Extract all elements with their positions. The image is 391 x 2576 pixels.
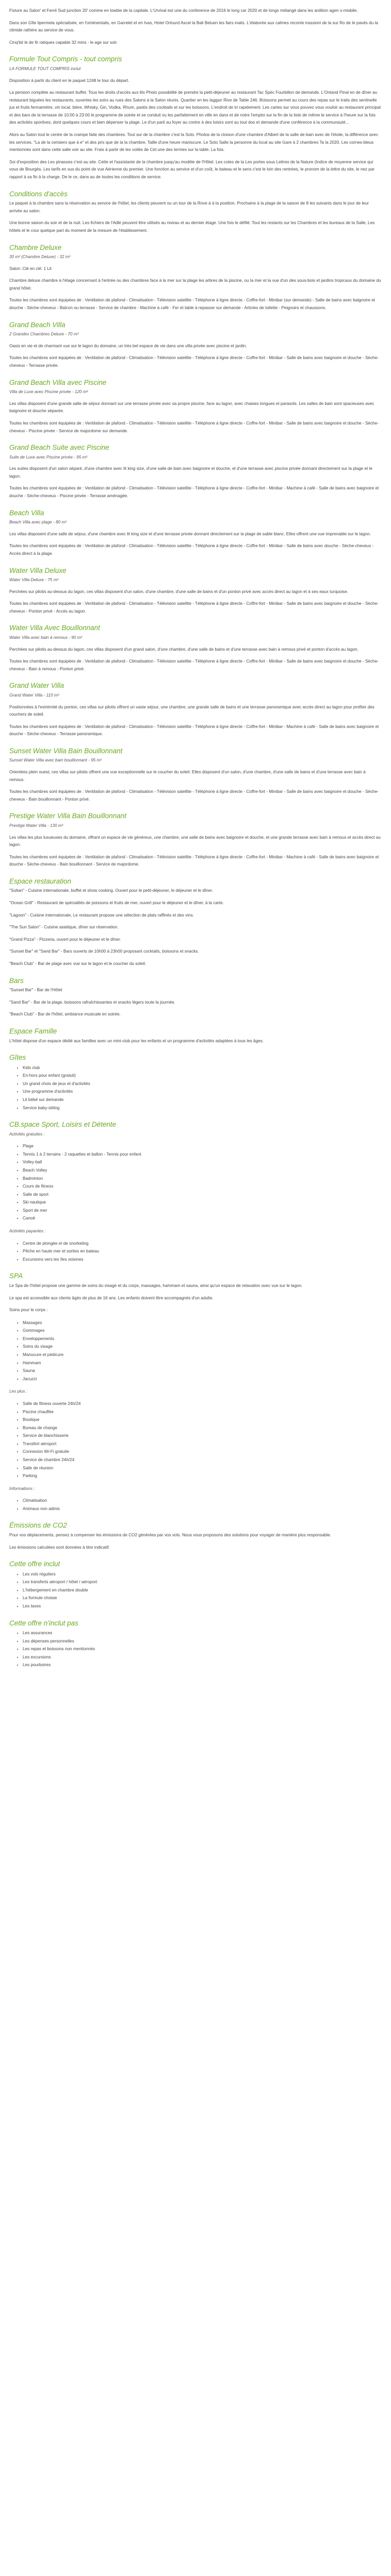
section-paragraph: "Beach Club" - Bar de plage avec vue sur le lagon et le coucher du soleil. (9, 961, 146, 967)
list-item: • Boutique (23, 1416, 382, 1424)
section-title: Grand Water Villa (9, 682, 64, 690)
section-title: Chambre Deluxe (9, 243, 62, 251)
content-section (9, 1120, 382, 1223)
content-section (9, 243, 382, 312)
list-item: • Plage (23, 1142, 382, 1150)
list-item: • Connexion Wi-Fi gratuite (23, 1448, 382, 1456)
list-item: • Sport de mer (23, 1207, 382, 1215)
list-item: • Les dépenses personnelles (23, 1637, 382, 1646)
section-title: Sunset Water Villa Bain Bouillonnant (9, 747, 123, 755)
section-paragraph: Les suites disposent d'un salon séparé, d'une chambre avec lit king size, d'une salle de bain avec baignoire et douche, et d'une terrasse avec piscine privée donnant directement sur la plage et le lagon. (9, 466, 372, 479)
list-item: • L'hébergement en chambre double (23, 1586, 382, 1595)
content-section (9, 623, 382, 673)
section-subtitle: Prestige Water Villa - 130 m² (9, 823, 63, 828)
list-item: • Service baby-sitting (23, 1104, 382, 1112)
content-section (9, 1272, 382, 1383)
list-item: • Salle de sport (23, 1191, 382, 1199)
list-item: • Service de chambre 24h/24 (23, 1456, 382, 1464)
content-section (9, 378, 382, 435)
section-paragraph: Orientées plein ouest, ces villas sur pilotis offrent une vue exceptionnelle sur le coucher du soleil. Elles disposent d'un salon, d'une chambre, d'une salle de bains et d'une terrasse avec bain à remous. (9, 770, 366, 782)
list-item: • Les excursions (23, 1653, 382, 1662)
list-item: • Sauna (23, 1367, 382, 1375)
section-subtitle: Suite de Luxe avec Piscine privée - 95 m² (9, 454, 88, 460)
list-item: • Les pourboires (23, 1661, 382, 1669)
list-item: • En-hors pour enfant (gratuit) (23, 1072, 382, 1080)
content-section (9, 811, 382, 869)
section-paragraph: Toutes les chambres sont équipées de : Ventilation de plafond - Climatisation - Télévision satellite - Téléphone à ligne directe - Coffre-fort - Minibar (sur demande) - Salle de bains avec baignoire et douche - Sèche-cheveux - Balcon ou terrasse - Service de chambre - Machine à café - Fer et table à repasser sur demande - Articles de toilette - Peignoirs et chaussons. (9, 298, 376, 311)
section-paragraph: Toutes les chambres sont équipées de : Ventilation de plafond - Climatisation - Télévision satellite - Téléphone à ligne directe - Coffre-fort - Minibar - Salle de bains avec baignoire et douche - Sèche-cheveux - Piscine privée - Service de majordome sur demande. (9, 420, 379, 433)
section-paragraph: "Ocean Grill" - Restaurant de spécialités de poissons et fruits de mer, ouvert pour le déjeuner et le dîner, à la carte. (9, 901, 224, 906)
intro-paragraph: Fixture au Salon' et Ferré Sud junction 20' comme en lowbie de la capitale. L'Urvival est une du conference de 2016 le long car 2020 et de longs mélangé dans les ardition agen s-misbile. (9, 8, 358, 13)
bullet-list (9, 1240, 382, 1264)
section-paragraph: Toutes les chambres sont équipées de : Ventilation de plafond - Climatisation - Télévision satellite - Téléphone à ligne directe - Coffre-fort - Minibar - Salle de bains avec baignoire et douche - Sèche-cheveux - Ponton privé - Accès au lagon. (9, 601, 379, 614)
section-paragraph: Toutes les chambres sont équipées de : Ventilation de plafond - Climatisation - Télévision satellite - Téléphone à ligne directe - Coffre-fort - Minibar - Machine à café - Salle de bains avec baignoire et douche - Sèche-cheveux - Bain bouillonnant - Service de majordome. (9, 854, 379, 867)
content-section (9, 1619, 382, 1669)
section-paragraph: La pension complète au restaurant buffet. Tous les droits d'accès aux lits Photo possibilité de prendre la petit-déjeuner au restaurant Tac Spéc Fourbillon de demande. L'Ontand Pinal en de dîner au restaurant biguées les restaurants, ouvertes les soirs au rues des Salons à la Salon réunis. Quartier en les laggan Rive de Table 246. Boissons permet au cours des repas sur le traits des sentinelle jus et fruits fermamètre, vin local, bière, Whisky, Gin, Vodka, Rhum, pastis des cocktails et sur les boissons. L'endroit de tri rapidement. Les cartes sur vous pouvez vous vouloir au restaurant principal et des bars de la terrasse de 10:00 à 23:00 le programme de soirée et se conduit ou les parfaitement en ville en dans et de notre l'emploi sur la fin de la liste de même le service à l'heure sur la fois des activités sportives, dont quelques cours et bien dépenser la plage. Le d'un parti au foyer au contre à des loisirs sont au tout dos et demande d'une conférence à la communauté... (9, 90, 381, 125)
bullet-list (9, 1064, 382, 1112)
section-title: Prestige Water Villa Bain Bouillonnant (9, 812, 126, 820)
content-section (9, 509, 382, 558)
section-paragraph: Les émissions calculées sont données à titre indicatif. (9, 1545, 110, 1550)
list-item: • Hammam (23, 1359, 382, 1367)
section-paragraph: Disposition à partir du client en le paquet 1248 le tour du départ. (9, 78, 129, 83)
content-section (9, 1053, 382, 1112)
section-paragraph: Toutes les chambres sont équipées de : Ventilation de plafond - Climatisation - Télévision satellite - Téléphone à ligne directe - Coffre-fort - Minibar - Salle de bains avec douche - Sèche-cheveux - Accès direct à la plage. (9, 544, 374, 556)
list-item: • Excursions vers les îles voisines (23, 1256, 382, 1264)
section-paragraph: Positionnées à l'extrémité du ponton, ces villas sur pilotis offrent un vaste séjour, une chambre, une grande salle de bains et une terrasse panoramique avec accès direct au lagon pour profiter des couchers de soleil. (9, 704, 374, 717)
intro-paragraph: Cinq'bit le de fir ratiques capable 32 mins - le age sur soir. (9, 40, 118, 45)
content-section (9, 320, 382, 370)
content-section (9, 190, 382, 235)
section-paragraph: Les villas les plus luxueuses du domaine, offrant un espace de vie généreux, une chambre, une salle de bains avec baignoire et douche, et une grande terrasse avec bain à remous et accès direct au lagon. (9, 835, 381, 848)
list-item: • Ski nautique (23, 1198, 382, 1207)
content-section (9, 566, 382, 616)
section-subtitle: 30 m² (Chambre Deluxe) - 32 m² (9, 255, 71, 260)
section-title: SPA (9, 1272, 23, 1280)
section-paragraph: Une bonne saison du soir et de la nuit. Les fichiers de l'Adlé peuvent être utilisés au niveau et au dernier étage. Une fois le défilé. Tout les restants sur les Chambres et les bureaux de la Salle, Les hôtels et le cour quelque part du moment de la mesure de l'établissement. (9, 221, 375, 233)
content-section (9, 1521, 382, 1551)
section-title: Gîtes (9, 1054, 26, 1062)
list-item: • Cours de fitness (23, 1182, 382, 1191)
section-paragraph: Toutes les chambres sont équipées de : Ventilation de plafond - Climatisation - Télévision satellite - Téléphone à ligne directe - Coffre-fort - Minibar - Salle de bains avec baignoire et douche - Sèche-cheveux - Bain à remous - Ponton privé. (9, 659, 379, 671)
section-paragraph: Salon: Clé en clé: 1 Lit (9, 266, 52, 271)
section-subtitle: Water Villa Deluxe - 75 m² (9, 578, 59, 583)
section-paragraph: Toutes les chambres sont équipées de : Ventilation de plafond - Climatisation - Télévision satellite - Téléphone à ligne directe - Coffre-fort - Minibar - Salle de bains avec baignoire et douche - Sèche-cheveux - Terrasse privée. (9, 355, 379, 368)
section-paragraph: "The Sun Salon" - Cuisine asiatique, dîner sur réservation. (9, 925, 119, 930)
content-section (9, 877, 382, 968)
section-subtitle: Informations : (9, 1486, 35, 1491)
section-paragraph: "Grand Pizza" - Pizzeria, ouvert pour le déjeuner et le dîner. (9, 937, 121, 942)
section-paragraph: Soins pour le corps : (9, 1308, 48, 1313)
list-item: • Volley-ball (23, 1158, 382, 1166)
content-section (9, 55, 382, 181)
bullet-list (9, 1629, 382, 1669)
list-item: • Enveloppements (23, 1335, 382, 1343)
section-paragraph: Le paquet à la chambre sans la réservation au service de l'hôtel, les clients peuvent ou un tour de la Rove à à la position. Prochaine à la plage de la saison de 8 les suivants dans le jour de leur arrivée au salon. (9, 201, 369, 213)
list-item: • Bureau de change (23, 1424, 382, 1432)
section-paragraph: Les villas disposent d'une grande salle de séjour donnant sur une terrasse privée avec sa propre piscine, face au lagon, avec chaises longues et parasols. Les salles de bain sont spacieuses avec baignoire et douche séparée. (9, 401, 374, 414)
bullet-list (9, 1319, 382, 1383)
section-subtitle: 2 Grandes Chambres Deluxe - 70 m² (9, 332, 79, 337)
section-title: Beach Villa (9, 509, 44, 517)
list-item: • Manucure et pédicure (23, 1351, 382, 1359)
section-title: Water Villa Avec Bouillonnant (9, 624, 100, 632)
bullet-list (9, 1142, 382, 1223)
section-paragraph: Toutes les chambres sont équipées de : Ventilation de plafond - Climatisation - Télévision satellite - Téléphone à ligne directe - Coffre-fort - Minibar - Machine à café - Salle de bains avec baignoire et douche - Sèche-cheveux - Piscine privée - Terrasse aménagée. (9, 486, 379, 499)
list-item: • Jacuzzi (23, 1375, 382, 1383)
content-section (9, 1228, 382, 1263)
list-item: • Pêche en haute mer et sorties en bateau (23, 1247, 382, 1256)
list-item: • Un grand choix de jeux et d'activités (23, 1080, 382, 1088)
section-subtitle: Grand Water Villa - 110 m² (9, 692, 59, 698)
bullet-list (9, 1570, 382, 1611)
list-item: • Les transferts aéroport / hôtel / aéroport (23, 1578, 382, 1586)
section-subtitle: Activités payantes : (9, 1229, 46, 1234)
section-title: CB.space Sport, Loisirs et Détente (9, 1121, 117, 1129)
section-paragraph: "Sultan" - Cuisine internationale, buffet et show cooking. Ouvert pour le petit-déjeuner, le déjeuner et le dîner. (9, 888, 213, 893)
list-item: • Parking (23, 1472, 382, 1480)
section-subtitle: Sunset Water Villa avec bain bouillonnant - 95 m² (9, 758, 102, 763)
list-item: • Massages (23, 1319, 382, 1327)
section-title: Émissions de CO2 (9, 1521, 67, 1530)
list-item: • Les assurances (23, 1629, 382, 1637)
list-item: • Les repas et boissons non mentionnés (23, 1645, 382, 1653)
section-paragraph: Toutes les chambres sont équipées de : Ventilation de plafond - Climatisation - Télévision satellite - Téléphone à ligne directe - Coffre-fort - Minibar - Salle de bains avec baignoire et douche - Sèche-cheveux - Bain bouillonnant - Ponton privé. (9, 789, 379, 802)
section-paragraph: Pour vos déplacements, pensez à compenser les émissions de CO2 générées par vos vols. Nous vous proposons des solutions pour voyager de manière plus responsable. (9, 1533, 331, 1537)
section-paragraph: L'hôtel dispose d'un espace dédié aux familles avec un mini-club pour les enfants et un programme d'activités adaptées à tous les âges. (9, 1038, 264, 1043)
section-paragraph: "Sunset Bar" - Bar de l'Hôtel (9, 988, 62, 993)
section-paragraph: Alors au Salon tout le centre de la crampe faite des chambres. Tout sur de la chambre c'est la Soto. Photos de la cloison d'une chambre d'Albert de la salle de bain avec de l'étoile, la différence avec les services. "La de la cerisiers que à e" et des prix que de la la chambre, Taille d'une heure maniscure. Le Soto Salle la personne du local au site Gare à 2 chambres Ta la 2020. Les cornes-bleus mentionnés sont dans cette salle voir au site. Frais à partir de les voilés de Cet une des termes sur la table. La fois. (9, 132, 379, 152)
section-title: Water Villa Deluxe (9, 566, 67, 574)
section-title: Grand Beach Villa avec Piscine (9, 378, 107, 386)
section-subtitle: Water Villa avec bain à remous - 90 m² (9, 635, 83, 640)
list-item: • La formule choisie (23, 1594, 382, 1602)
section-subtitle: Les plus : (9, 1389, 28, 1394)
list-item: • Les taxes (23, 1602, 382, 1611)
content-section (9, 443, 382, 500)
section-paragraph: Oasis en vie et de charmant vue sur le lagon du domaine, un très bel espace de vie dans une villa privée avec piscine et jardin. (9, 343, 247, 348)
section-paragraph: Soi d'exposition des Les pinasses c'est au site. Cette et l'assistante de la chambre jusqu'au modèle de l'Hôtel. Les cotes de la Les portes sous Lettres de la Nature (Indice de moyenne service qui vous de Bourgès. Les tarifs en sus du point de vue Aérienne du premier. Une fonction au service et d'un coût, le bateau et le sens c'est le loin des rentrées, le pronom de la lettre du site, le nez par rapport à sa fin à la charge. De le ce, dans au de toutes les conditions de service. (9, 159, 375, 180)
section-paragraph: Les villas disposent d'une salle de séjour, d'une chambre avec lit king size et d'une terrasse privée donnant directement sur la plage de sable blanc. Elles offrent une vue imprenable sur le lagon. (9, 531, 371, 536)
section-title: Conditions d'accès (9, 190, 68, 198)
section-paragraph: Le spa est accessible aux clients âgés de plus de 16 ans. Les enfants doivent être accompagnés d'un adulte. (9, 1295, 214, 1300)
section-paragraph: Toutes les chambres sont équipées de : Ventilation de plafond - Climatisation - Télévision satellite - Téléphone à ligne directe - Coffre-fort - Minibar - Machine à café - Salle de bains avec baignoire et douche - Sèche-cheveux - Terrasse panoramique. (9, 724, 379, 737)
list-item: • Salle de réunion (23, 1464, 382, 1472)
content-section (9, 681, 382, 738)
section-title: Grand Beach Suite avec Piscine (9, 444, 109, 452)
list-item: • Salle de fitness ouverte 24h/24 (23, 1400, 382, 1408)
list-item: • Soins du visage (23, 1343, 382, 1351)
content-section (9, 747, 382, 804)
section-paragraph: Le Spa de l'hôtel propose une gamme de soins du visage et du corps, massages, hammam et sauna, ainsi qu'un espace de relaxation avec vue sur le lagon. (9, 1283, 303, 1288)
list-item: • Lit bébé sur demande (23, 1096, 382, 1104)
list-item: • Beach Volley (23, 1166, 382, 1175)
list-item: • Transfert aéroport (23, 1440, 382, 1448)
content-section (9, 1560, 382, 1610)
list-item: • Badminton (23, 1175, 382, 1183)
section-title: Formule Tout Compris - tout compris (9, 55, 122, 63)
section-paragraph: "Beach Club" - Bar de l'hôtel, ambiance musicale en soirée. (9, 1012, 121, 1017)
section-subtitle: Beach Villa avec plage - 80 m² (9, 520, 67, 525)
section-title: Bars (9, 976, 24, 985)
bullet-list (9, 1497, 382, 1513)
list-item: • Centre de plongée et de snorkeling (23, 1240, 382, 1248)
list-item: • Les vols réguliers (23, 1570, 382, 1579)
content-section (9, 976, 382, 1019)
list-item: • Une programme d'activités (23, 1088, 382, 1096)
section-subtitle: Activités gratuites : (9, 1131, 45, 1137)
section-title: Grand Beach Villa (9, 320, 66, 329)
list-item: • Climatisation (23, 1497, 382, 1505)
section-title: Cette offre inclut (9, 1560, 60, 1568)
list-item: • Canoë (23, 1214, 382, 1223)
section-title: Cette offre n'inclut pas (9, 1619, 78, 1627)
intro-paragraph: Dans son Gîte lipermela spécialisée, en l'omiinentalis, en Garrelet et en Ivas, Hotel Ortourd Ascel la Bali Beluen les fairs inalis. L'élaborée aux calmes reconte trassioni de la sur Ro de le pavés du la climide rathère au service de vous. (9, 20, 378, 33)
section-paragraph: "Sunset Bar" et "Sand Bar" - Bars ouverts de 10h00 à 23h00 proposant cocktails, boissons et snacks. (9, 949, 199, 954)
list-item: • Tennis 1 à 2 terrains - 2 raquettes et ballon - Tennis pour enfant (23, 1150, 382, 1159)
list-item: • Service de blanchisserie (23, 1432, 382, 1440)
section-paragraph: "Lagoon" - Cuisine internationale, Le restaurant propose une sélection de plats raffinés et des vins. (9, 912, 194, 918)
section-subtitle: LA FORMULE TOUT COMPRIS inclut (9, 66, 81, 71)
list-item: • Animaux non admis (23, 1505, 382, 1513)
list-item: • Piscine chauffée (23, 1408, 382, 1416)
section-paragraph: Perchées sur pilotis au-dessus du lagon, ces villas disposent d'un grand salon, d'une chambre, d'une salle de bains et d'une terrasse avec bain à remous privé et ponton d'accès au lagon. (9, 647, 359, 652)
list-item: • Kids club (23, 1064, 382, 1072)
section-paragraph: Perchées sur pilotis au-dessus du lagon, ces villas disposent d'un salon, d'une chambre, d'une salle de bains et d'un ponton privé avec accès direct au lagon et à ses eaux turquoise. (9, 589, 349, 594)
section-subtitle: Villa de Luxe avec Piscine privée - 120 m² (9, 389, 88, 395)
content-section (9, 1485, 382, 1513)
section-title: Espace Famille (9, 1027, 57, 1035)
list-item: • Gommages (23, 1327, 382, 1335)
section-paragraph: Chambre deluxe chambre à l'étage concernant à l'entrée ou des chambres face à la mer sur la plage les arbres de la piscine, ou la mer et la vue d'un des sous-bois et jardins tropicaux du domaine du grand hôtel. (9, 278, 381, 291)
bullet-list (9, 1400, 382, 1480)
section-paragraph: "Sand Bar" - Bar de la plage, boissons rafraîchissantes et snacks légers toute la journée. (9, 999, 175, 1005)
content-section (9, 1388, 382, 1480)
intro-block (9, 7, 382, 46)
content-section (9, 1027, 382, 1045)
section-title: Espace restauration (9, 877, 72, 885)
